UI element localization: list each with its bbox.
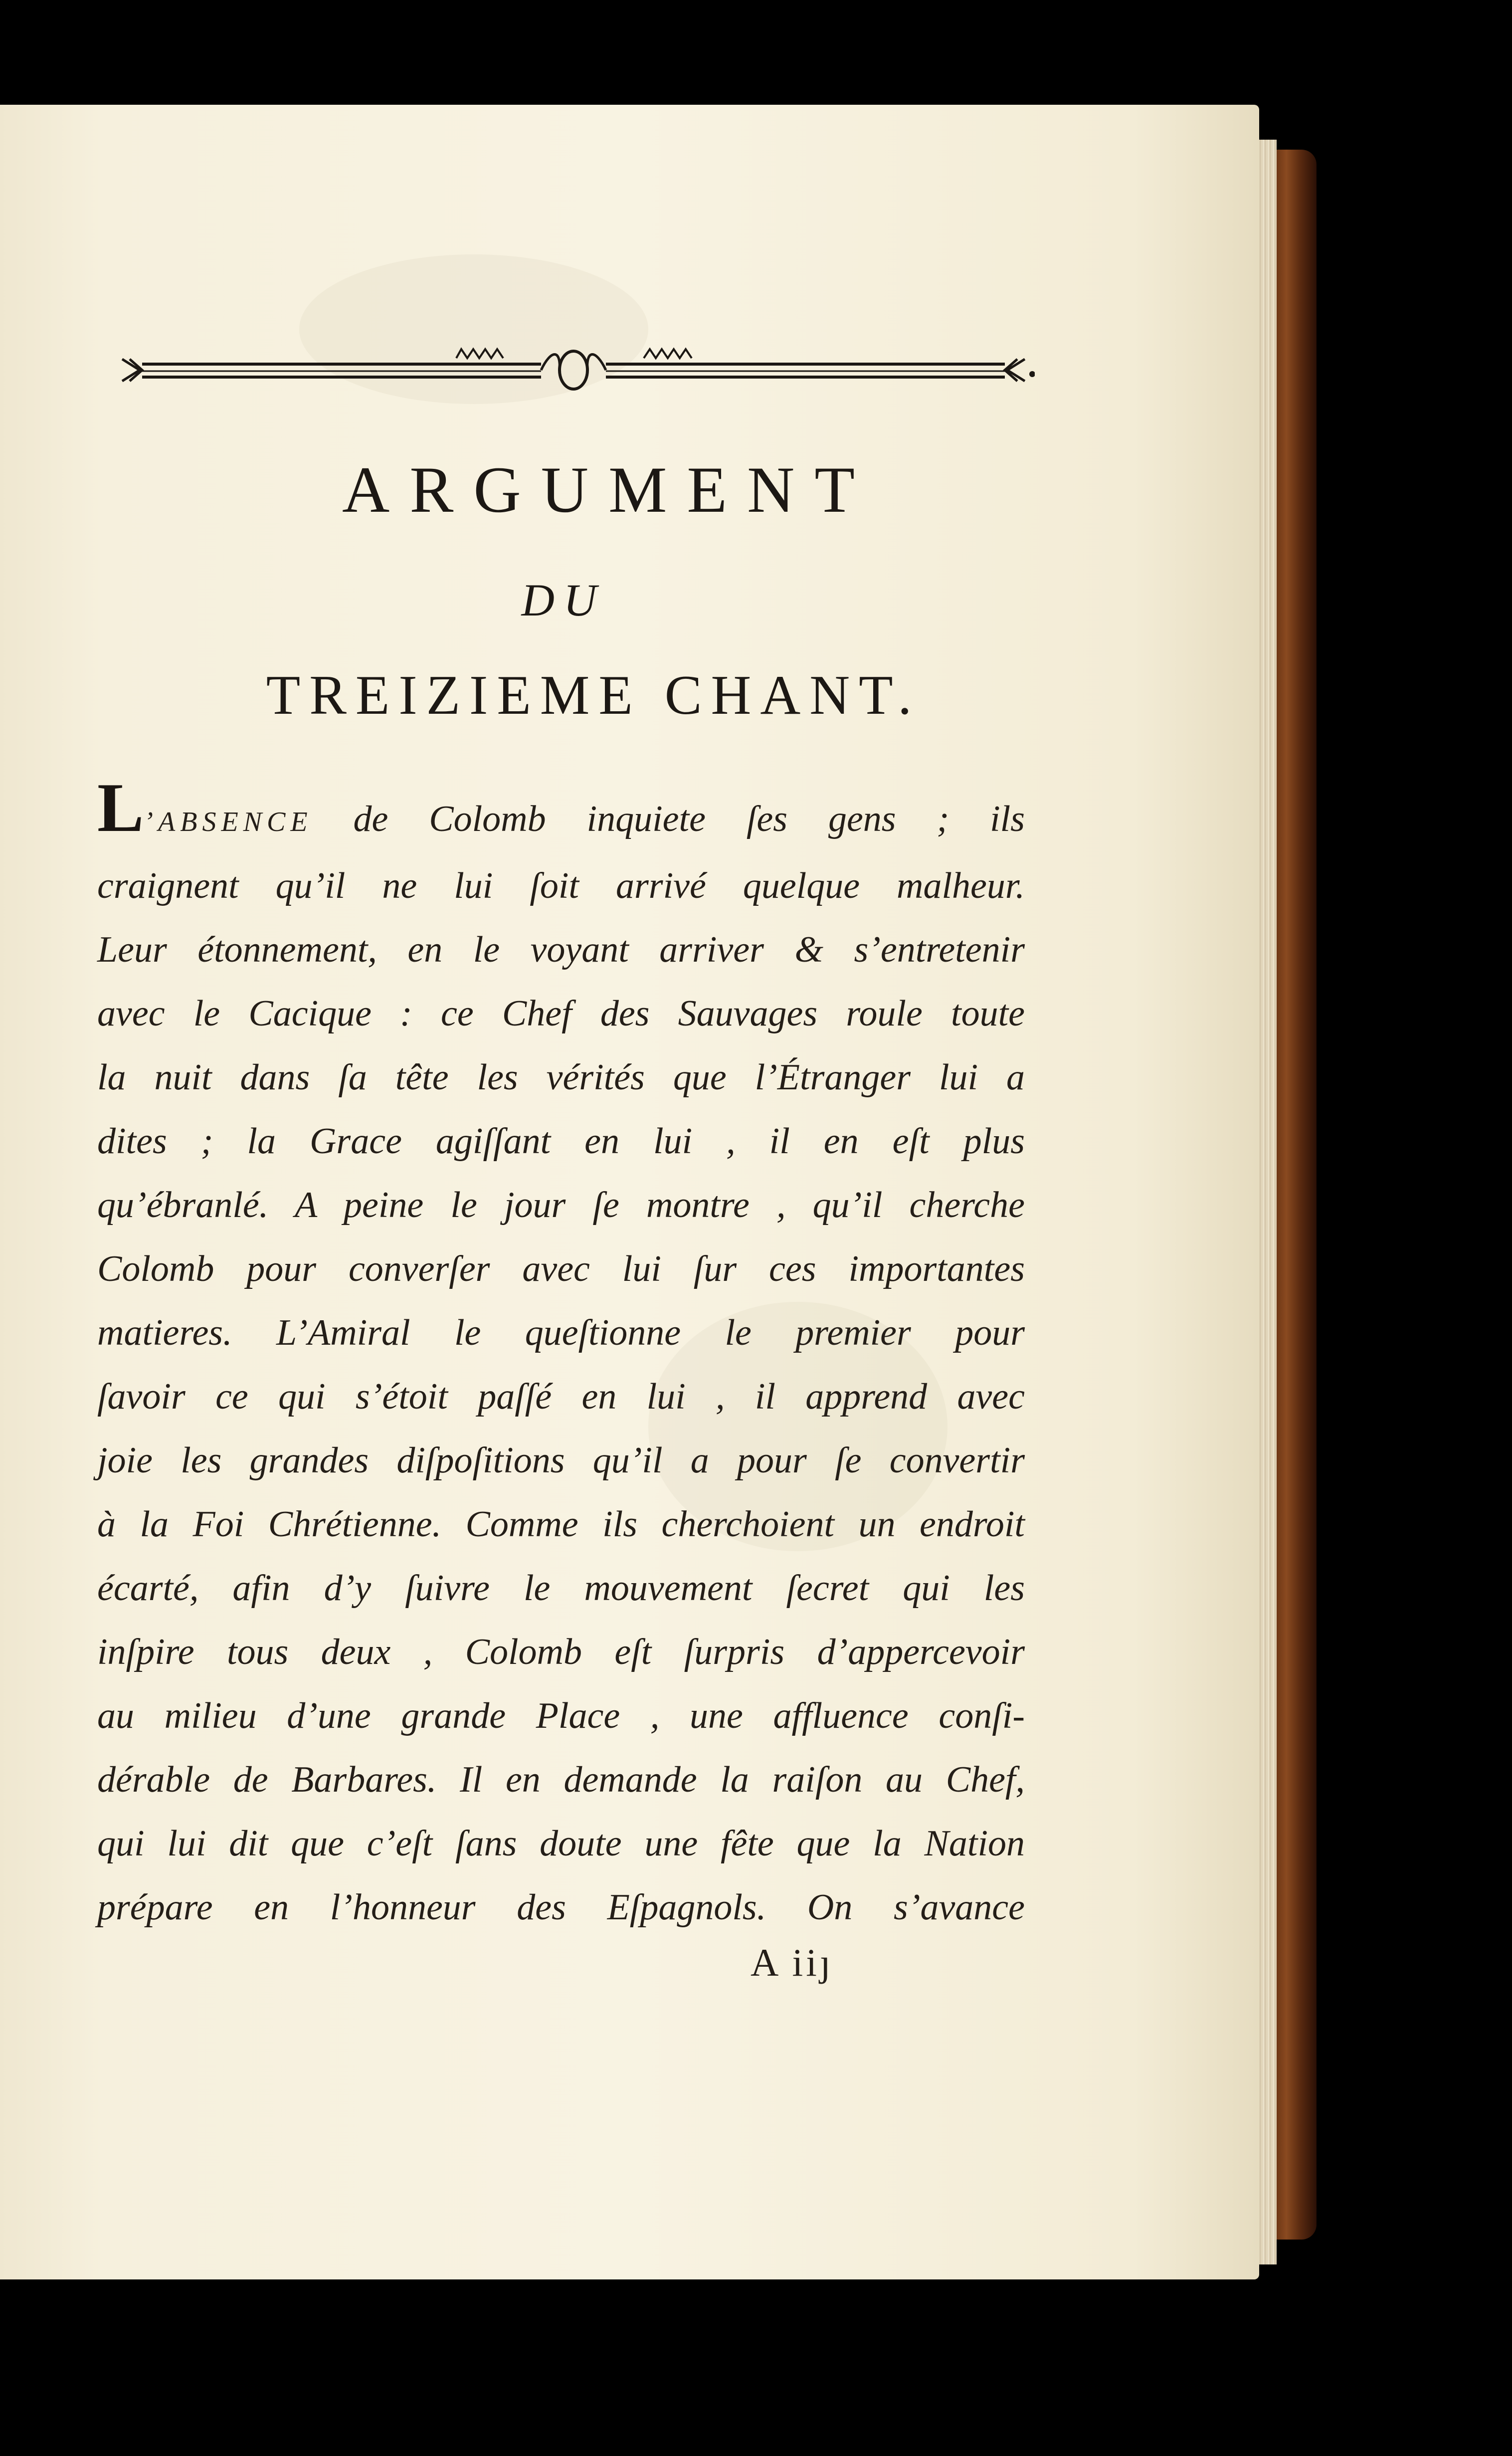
heading-argument: ARGUMENT [342,453,875,526]
text-line: la nuit dans ſa tête les vérités que l’Étranger lui a [97,1057,1025,1098]
text-line: Leur étonnement, en le voyant arriver & s’entretenir [97,929,1025,970]
text-line: qui lui dit que c’eſt ſans doute une fête que la Nation [97,1823,1025,1864]
text-line: dérable de Barbares. Il en demande la raiſon au Chef, [97,1759,1025,1800]
heading-chant: TREIZIEME CHANT. [266,664,921,726]
text-line: au milieu d’une grande Place , une affluence conſi- [97,1695,1025,1736]
text-line: à la Foi Chrétienne. Comme ils cherchoient un endroit [97,1504,1025,1545]
text-line: prépare en l’honneur des Eſpagnols. On s’avance [97,1887,1025,1928]
text-line: dites ; la Grace agiſſant en lui , il en eſt plus [97,1121,1025,1162]
text-line: craignent qu’il ne lui ſoit arrivé quelque malheur. [97,865,1025,906]
text-line: joie les grandes diſpoſitions qu’il a pour ſe convertir [97,1440,1025,1481]
text-line: inſpire tous deux , Colomb eſt ſurpris d’appercevoir [97,1632,1025,1672]
text-line: matieres. L’Amiral le queſtionne le premier pour [97,1312,1025,1353]
heading-du: DU [521,575,606,625]
text-line: avec le Cacique : ce Chef des Sauvages roule toute [97,993,1025,1034]
header-ornament [112,339,1035,394]
text-line: Colomb pour converſer avec lui ſur ces importantes [97,1248,1025,1289]
small-caps-word: ’ABSENCE [144,807,313,837]
argument-paragraph [97,769,1025,1939]
text-line: écarté, afin d’y ſuivre le mouvement ſecret qui les [97,1568,1025,1609]
text-line: ſavoir ce qui s’étoit paſſé en lui , il apprend avec [97,1376,1025,1417]
text-line: de Colomb inquiete ſes gens ; ils [353,799,1025,839]
signature-mark: A iiȷ [751,1941,834,1984]
text-line-1 [97,769,1025,854]
text-line: qu’ébranlé. A peine le jour ſe montre , qu’il cherche [97,1185,1025,1226]
drop-cap: L [97,769,144,846]
